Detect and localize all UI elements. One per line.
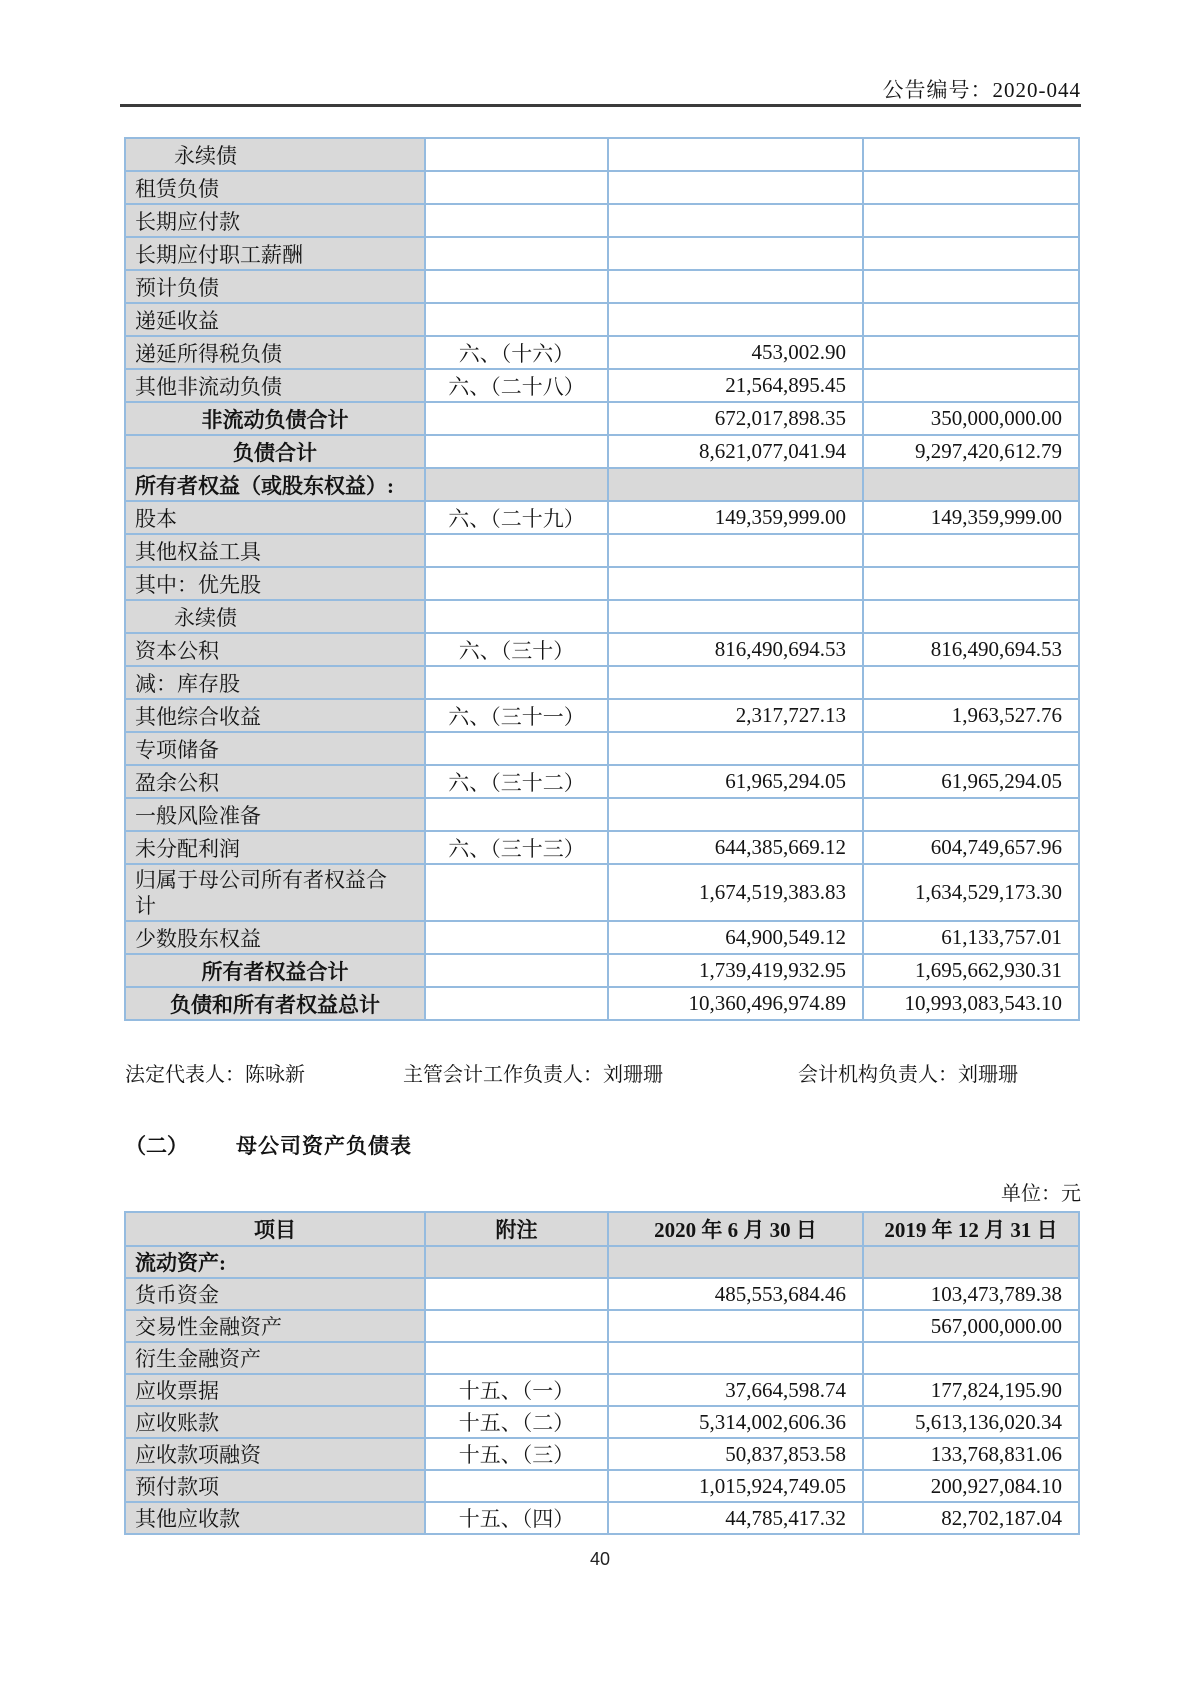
item-cell: 预付款项 [125,1470,425,1502]
table-row [125,732,1079,765]
value-2020-cell [608,237,863,270]
accounting-department-head: 会计机构负责人：刘珊珊 [798,1064,1018,1086]
note-cell [425,1246,608,1278]
parent-company-balance-sheet-table [124,1211,1080,1535]
table-row [125,1406,1079,1438]
section-heading [125,1130,412,1160]
value-2020-cell [608,171,863,204]
table-row [125,369,1079,402]
value-2020-cell [608,1246,863,1278]
table-row [125,468,1079,501]
note-cell [425,270,608,303]
value-2019-cell [863,138,1079,171]
note-cell: 六、（三十三） [425,831,608,864]
note-cell [425,567,608,600]
section-index: （二） [125,1134,188,1158]
value-2019-cell: 567,000,000.00 [863,1310,1079,1342]
value-2019-cell [863,666,1079,699]
value-2019-cell [863,534,1079,567]
value-2019-cell: 103,473,789.38 [863,1278,1079,1310]
value-2020-cell: 1,674,519,383.83 [608,864,863,921]
table-row [125,402,1079,435]
item-cell: 递延所得税负债 [125,336,425,369]
item-cell: 非流动负债合计 [125,402,425,435]
unit-label: 单位：元 [1001,1183,1081,1205]
table-row [125,534,1079,567]
value-2020-cell [608,600,863,633]
note-cell: 十五、（一） [425,1374,608,1406]
value-2019-cell [863,369,1079,402]
legal-representative: 法定代表人：陈咏新 [125,1064,305,1086]
value-2019-cell [863,336,1079,369]
item-cell: 租赁负债 [125,171,425,204]
value-2020-cell [608,468,863,501]
value-2019-cell: 200,927,084.10 [863,1470,1079,1502]
note-cell [425,435,608,468]
value-2019-cell: 1,963,527.76 [863,699,1079,732]
value-2019-cell [863,468,1079,501]
value-2019-cell [863,600,1079,633]
note-cell [425,237,608,270]
table-row [125,1470,1079,1502]
value-2019-cell: 61,965,294.05 [863,765,1079,798]
item-cell: 应收账款 [125,1406,425,1438]
item-cell: 少数股东权益 [125,921,425,954]
note-cell [425,987,608,1020]
item-cell: 其他应收款 [125,1502,425,1534]
value-2020-cell: 64,900,549.12 [608,921,863,954]
value-2019-cell [863,567,1079,600]
value-2020-cell: 5,314,002,606.36 [608,1406,863,1438]
value-2019-cell: 61,133,757.01 [863,921,1079,954]
note-cell [425,468,608,501]
note-cell: 六、（二十八） [425,369,608,402]
item-cell: 交易性金融资产 [125,1310,425,1342]
table-row [125,1278,1079,1310]
item-cell: 应收票据 [125,1374,425,1406]
item-cell: 归属于母公司所有者权益合计 [125,864,425,921]
item-cell: 所有者权益（或股东权益）: [125,468,425,501]
value-2019-cell [863,270,1079,303]
table-row [125,1502,1079,1534]
table-row [125,600,1079,633]
value-2019-cell [863,171,1079,204]
announcement-number: 公告编号：2020-044 [882,78,1081,102]
section-title: 母公司资产负债表 [236,1134,412,1158]
value-2020-cell [608,270,863,303]
signature-line [0,1058,1200,1084]
item-cell: 长期应付职工薪酬 [125,237,425,270]
table-header-row [125,1212,1079,1246]
value-2019-cell [863,798,1079,831]
item-cell: 所有者权益合计 [125,954,425,987]
note-cell: 十五、（二） [425,1406,608,1438]
item-cell: 永续债 [125,138,425,171]
note-cell: 六、（十六） [425,336,608,369]
value-2020-cell [608,567,863,600]
table-row [125,864,1079,921]
value-2020-cell: 644,385,669.12 [608,831,863,864]
item-cell: 衍生金融资产 [125,1342,425,1374]
table-body-2 [125,1246,1079,1534]
item-cell: 递延收益 [125,303,425,336]
value-2019-cell [863,1246,1079,1278]
note-cell [425,204,608,237]
value-2019-cell [863,1342,1079,1374]
value-2020-cell [608,1342,863,1374]
value-2020-cell: 21,564,895.45 [608,369,863,402]
value-2020-cell [608,666,863,699]
table-row [125,204,1079,237]
value-2020-cell: 10,360,496,974.89 [608,987,863,1020]
value-2020-cell [608,138,863,171]
item-cell: 其他非流动负债 [125,369,425,402]
table-row [125,954,1079,987]
table-body-1 [125,138,1079,1020]
column-header-2019: 2019 年 12 月 31 日 [863,1212,1079,1246]
value-2019-cell: 149,359,999.00 [863,501,1079,534]
item-cell: 盈余公积 [125,765,425,798]
table-row [125,798,1079,831]
value-2020-cell: 1,015,924,749.05 [608,1470,863,1502]
page-number: 40 [589,1549,611,1569]
item-cell: 专项储备 [125,732,425,765]
table-row [125,171,1079,204]
item-cell: 负债合计 [125,435,425,468]
column-header-2020: 2020 年 6 月 30 日 [608,1212,863,1246]
value-2020-cell: 2,317,727.13 [608,699,863,732]
note-cell [425,864,608,921]
item-cell: 永续债 [125,600,425,633]
item-cell: 未分配利润 [125,831,425,864]
table-row [125,1374,1079,1406]
value-2019-cell: 82,702,187.04 [863,1502,1079,1534]
note-cell [425,402,608,435]
note-cell [425,1278,608,1310]
item-cell: 负债和所有者权益总计 [125,987,425,1020]
note-cell [425,1470,608,1502]
note-cell: 六、（三十） [425,633,608,666]
note-cell [425,1342,608,1374]
table-row [125,765,1079,798]
table-row [125,831,1079,864]
item-cell: 其中：优先股 [125,567,425,600]
value-2020-cell: 453,002.90 [608,336,863,369]
note-cell: 六、（三十一） [425,699,608,732]
note-cell [425,600,608,633]
table-row [125,633,1079,666]
note-cell [425,921,608,954]
value-2020-cell: 61,965,294.05 [608,765,863,798]
header-rule [120,104,1081,107]
value-2020-cell: 44,785,417.32 [608,1502,863,1534]
column-header-item: 项目 [125,1212,425,1246]
note-cell [425,534,608,567]
note-cell [425,171,608,204]
value-2019-cell [863,303,1079,336]
value-2020-cell: 816,490,694.53 [608,633,863,666]
value-2020-cell [608,204,863,237]
chief-accounting-officer: 主管会计工作负责人：刘珊珊 [403,1064,663,1086]
value-2019-cell: 10,993,083,543.10 [863,987,1079,1020]
table-row [125,270,1079,303]
table-row [125,138,1079,171]
value-2020-cell: 485,553,684.46 [608,1278,863,1310]
table-row [125,435,1079,468]
table-row [125,666,1079,699]
note-cell: 六、（二十九） [425,501,608,534]
value-2019-cell: 816,490,694.53 [863,633,1079,666]
item-cell: 股本 [125,501,425,534]
table-row [125,1310,1079,1342]
note-cell [425,732,608,765]
table-row [125,987,1079,1020]
value-2020-cell [608,1310,863,1342]
note-cell [425,1310,608,1342]
note-cell: 十五、（三） [425,1438,608,1470]
item-cell: 资本公积 [125,633,425,666]
table-row [125,1246,1079,1278]
table-row [125,501,1079,534]
table-row [125,237,1079,270]
value-2020-cell: 149,359,999.00 [608,501,863,534]
value-2019-cell: 9,297,420,612.79 [863,435,1079,468]
value-2020-cell: 8,621,077,041.94 [608,435,863,468]
item-cell: 应收款项融资 [125,1438,425,1470]
note-cell: 十五、（四） [425,1502,608,1534]
value-2020-cell [608,732,863,765]
value-2020-cell [608,303,863,336]
value-2019-cell: 1,634,529,173.30 [863,864,1079,921]
value-2019-cell [863,204,1079,237]
value-2019-cell: 133,768,831.06 [863,1438,1079,1470]
note-cell [425,954,608,987]
value-2020-cell: 37,664,598.74 [608,1374,863,1406]
value-2020-cell [608,534,863,567]
table-row [125,336,1079,369]
value-2020-cell: 672,017,898.35 [608,402,863,435]
item-cell: 长期应付款 [125,204,425,237]
value-2019-cell: 1,695,662,930.31 [863,954,1079,987]
value-2020-cell: 1,739,419,932.95 [608,954,863,987]
item-cell: 其他权益工具 [125,534,425,567]
note-cell: 六、（三十二） [425,765,608,798]
value-2019-cell [863,237,1079,270]
table-row [125,1438,1079,1470]
note-cell [425,303,608,336]
value-2019-cell: 604,749,657.96 [863,831,1079,864]
item-cell: 一般风险准备 [125,798,425,831]
value-2020-cell: 50,837,853.58 [608,1438,863,1470]
item-cell: 减：库存股 [125,666,425,699]
table-row [125,921,1079,954]
value-2019-cell: 177,824,195.90 [863,1374,1079,1406]
table-row [125,303,1079,336]
value-2020-cell [608,798,863,831]
note-cell [425,138,608,171]
value-2019-cell: 5,613,136,020.34 [863,1406,1079,1438]
column-header-note: 附注 [425,1212,608,1246]
item-cell: 预计负债 [125,270,425,303]
note-cell [425,798,608,831]
item-cell: 货币资金 [125,1278,425,1310]
value-2019-cell: 350,000,000.00 [863,402,1079,435]
table-row [125,1342,1079,1374]
value-2019-cell [863,732,1079,765]
consolidated-balance-sheet-continued-table [124,137,1080,1021]
note-cell [425,666,608,699]
item-cell: 其他综合收益 [125,699,425,732]
table-row [125,699,1079,732]
table-row [125,567,1079,600]
item-cell: 流动资产: [125,1246,425,1278]
